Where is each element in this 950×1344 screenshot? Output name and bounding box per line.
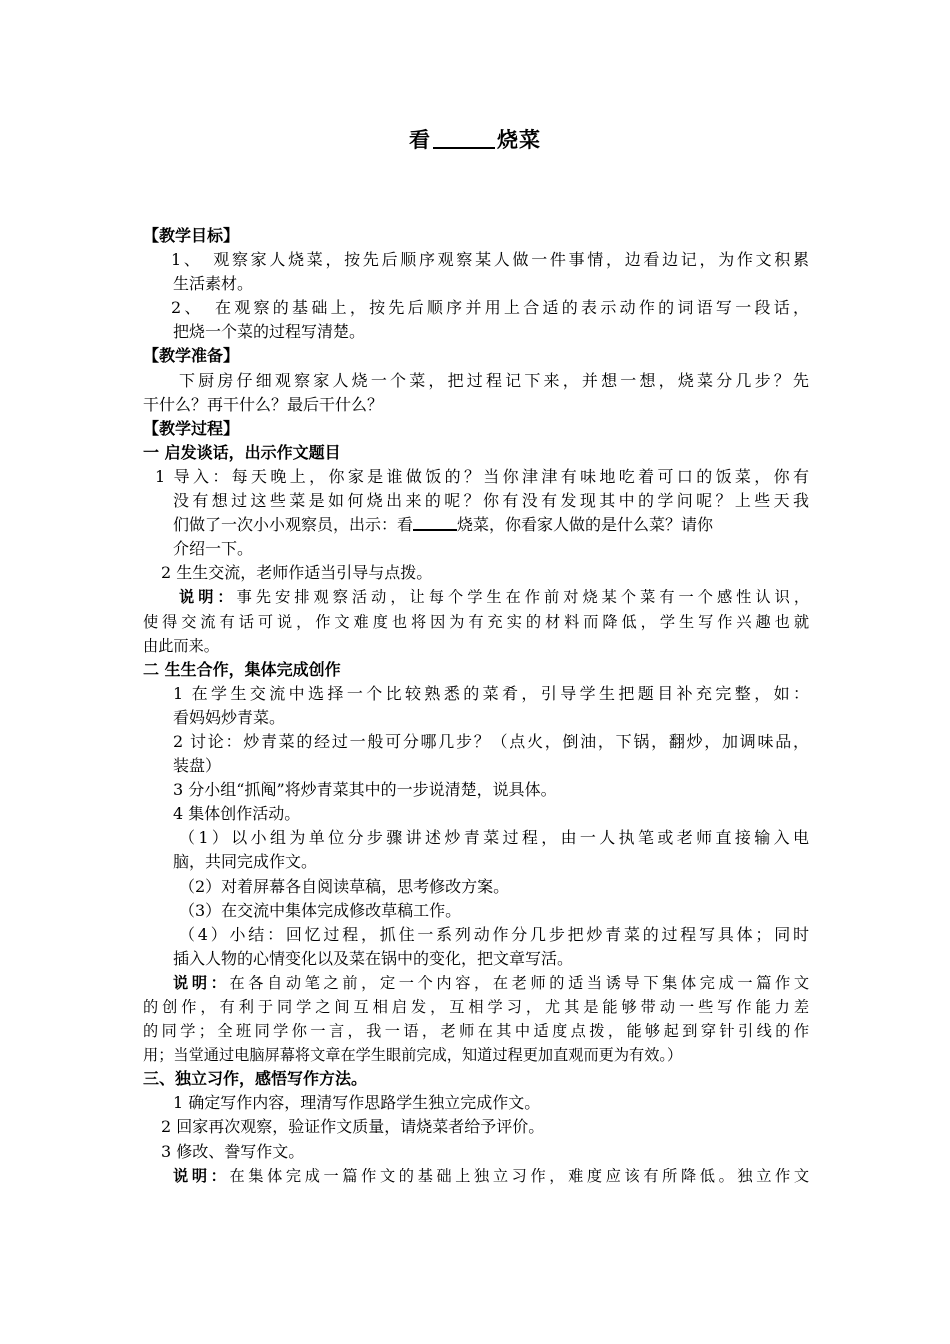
section-1-para-2: 2 生生交流，老师作适当引导与点拨。 xyxy=(161,563,433,583)
section-2-step-1-line-1: （1）以小组为单位分步骤讲述炒青菜过程，由一人执笔或老师直接输入电 xyxy=(179,828,809,848)
section-2-note-line-1 xyxy=(143,971,809,995)
section-3-note-line-1 xyxy=(143,1164,809,1188)
section-1-para-1-line-2: 没有想过这些菜是如何烧出来的呢？你有没有发现其中的学问呢？上些天我 xyxy=(173,491,809,511)
goal-item-1-line-2: 生活素材。 xyxy=(173,274,254,294)
section-2-para-4: 4 集体创作活动。 xyxy=(173,804,301,824)
note-text: 事先安排观察活动，让每个学生在作前对烧某个菜有一个感性认识， xyxy=(236,588,810,607)
document-body xyxy=(143,224,809,1188)
line-3-part-b: 烧菜，你看家人做的是什么菜？请你 xyxy=(457,515,714,535)
section-2-note-line-2: 的创作，有利于同学之间互相启发，互相学习，尤其是能够带动一些写作能力差 xyxy=(143,998,809,1016)
section-2-note-line-4: 用；当堂通过电脑屏幕将文章在学生眼前完成，知道过程更加直观而更为有效。） xyxy=(143,1046,683,1065)
section-2-step-2: （2）对着屏幕各自阅读草稿，思考修改方案。 xyxy=(179,876,510,896)
section-2-heading: 二 生生合作，集体完成创作 xyxy=(143,659,341,679)
section-2-para-2-line-1: 2 讨论：炒青菜的经过一般可分哪几步？（点火，倒油，下锅，翻炒，加调味品， xyxy=(173,731,809,751)
prep-heading: 【教学准备】 xyxy=(143,346,240,366)
goal-item-2-line-2: 把烧一个菜的过程写清楚。 xyxy=(173,322,366,342)
title-blank xyxy=(433,129,495,149)
section-2-para-3: 3 分小组“抓阄”将炒青菜其中的一步说清楚，说具体。 xyxy=(173,780,557,800)
section-1-heading: 一 启发谈话，出示作文题目 xyxy=(143,442,341,462)
line-3-part-a: 们做了一次小小观察员，出示：看 xyxy=(173,515,414,535)
prep-line-2: 干什么？再干什么？最后干什么？ xyxy=(143,394,384,414)
title-suffix: 烧菜 xyxy=(497,127,541,152)
section-2-para-2-line-2: 装盘） xyxy=(173,756,222,776)
section-3-heading: 三、独立习作，感悟写作方法。 xyxy=(143,1069,368,1089)
section-3-para-1: 1 确定写作内容，理清写作思路学生独立完成作文。 xyxy=(173,1093,541,1113)
note-label: 说明： xyxy=(179,588,237,607)
section-2-step-4-line-2: 插入人物的心情变化以及菜在锅中的变化，把文章写活。 xyxy=(173,948,574,968)
goals-heading: 【教学目标】 xyxy=(143,226,240,245)
fill-blank xyxy=(413,513,457,531)
section-1-note-line-3: 由此而来。 xyxy=(143,636,219,655)
note-label: 说明： xyxy=(173,1166,230,1185)
section-2-step-3: （3）在交流中集体完成修改草稿工作。 xyxy=(179,900,462,920)
section-1-para-1-line-1: 1 导入：每天晚上，你家是谁做饭的？当你津津有味地吃着可口的饭菜，你有 xyxy=(155,466,809,486)
section-2-para-1-line-1: 1 在学生交流中选择一个比较熟悉的菜肴，引导学生把题目补充完整，如： xyxy=(173,683,809,703)
section-1-note-line-1 xyxy=(143,585,809,609)
prep-line-1: 下厨房仔细观察家人烧一个菜，把过程记下来，并想一想，烧菜分几步？先 xyxy=(179,370,809,390)
section-1-para-1-line-3 xyxy=(143,513,809,537)
section-2-para-1-line-2: 看妈妈炒青菜。 xyxy=(173,707,286,727)
section-1-note-line-2: 使得交流有话可说，作文难度也将因为有充实的材料而降低，学生写作兴趣也就 xyxy=(143,612,809,631)
page-title xyxy=(0,124,950,154)
note-label: 说明： xyxy=(173,973,230,992)
section-2-step-4-line-1: （4）小结：回忆过程，抓住一系列动作分几步把炒青菜的过程写具体；同时 xyxy=(179,924,809,944)
section-1-para-1-line-4: 介绍一下。 xyxy=(173,539,254,559)
section-2-step-1-line-2: 脑，共同完成作文。 xyxy=(173,852,318,872)
title-prefix: 看 xyxy=(409,127,431,152)
goal-item-1-line-1: 1、 观察家人烧菜，按先后顺序观察某人做一件事情，边看边记，为作文积累 xyxy=(171,250,809,270)
section-2-note-line-3: 的同学；全班同学你一言，我一语，老师在其中适度点拨，能够起到穿针引线的作 xyxy=(143,1022,809,1041)
goal-item-2-line-1: 2、 在观察的基础上，按先后顺序并用上合适的表示动作的词语写一段话， xyxy=(171,298,809,318)
process-heading: 【教学过程】 xyxy=(143,418,240,438)
note-text: 在集体完成一篇作文的基础上独立习作，难度应该有所降低。独立作文 xyxy=(229,1166,809,1185)
note-text: 在各自动笔之前，定一个内容，在老师的适当诱导下集体完成一篇作文 xyxy=(229,973,809,992)
section-3-para-3: 3 修改、誊写作文。 xyxy=(161,1141,305,1161)
section-3-para-2: 2 回家再次观察，验证作文质量，请烧菜者给予评价。 xyxy=(161,1117,545,1137)
